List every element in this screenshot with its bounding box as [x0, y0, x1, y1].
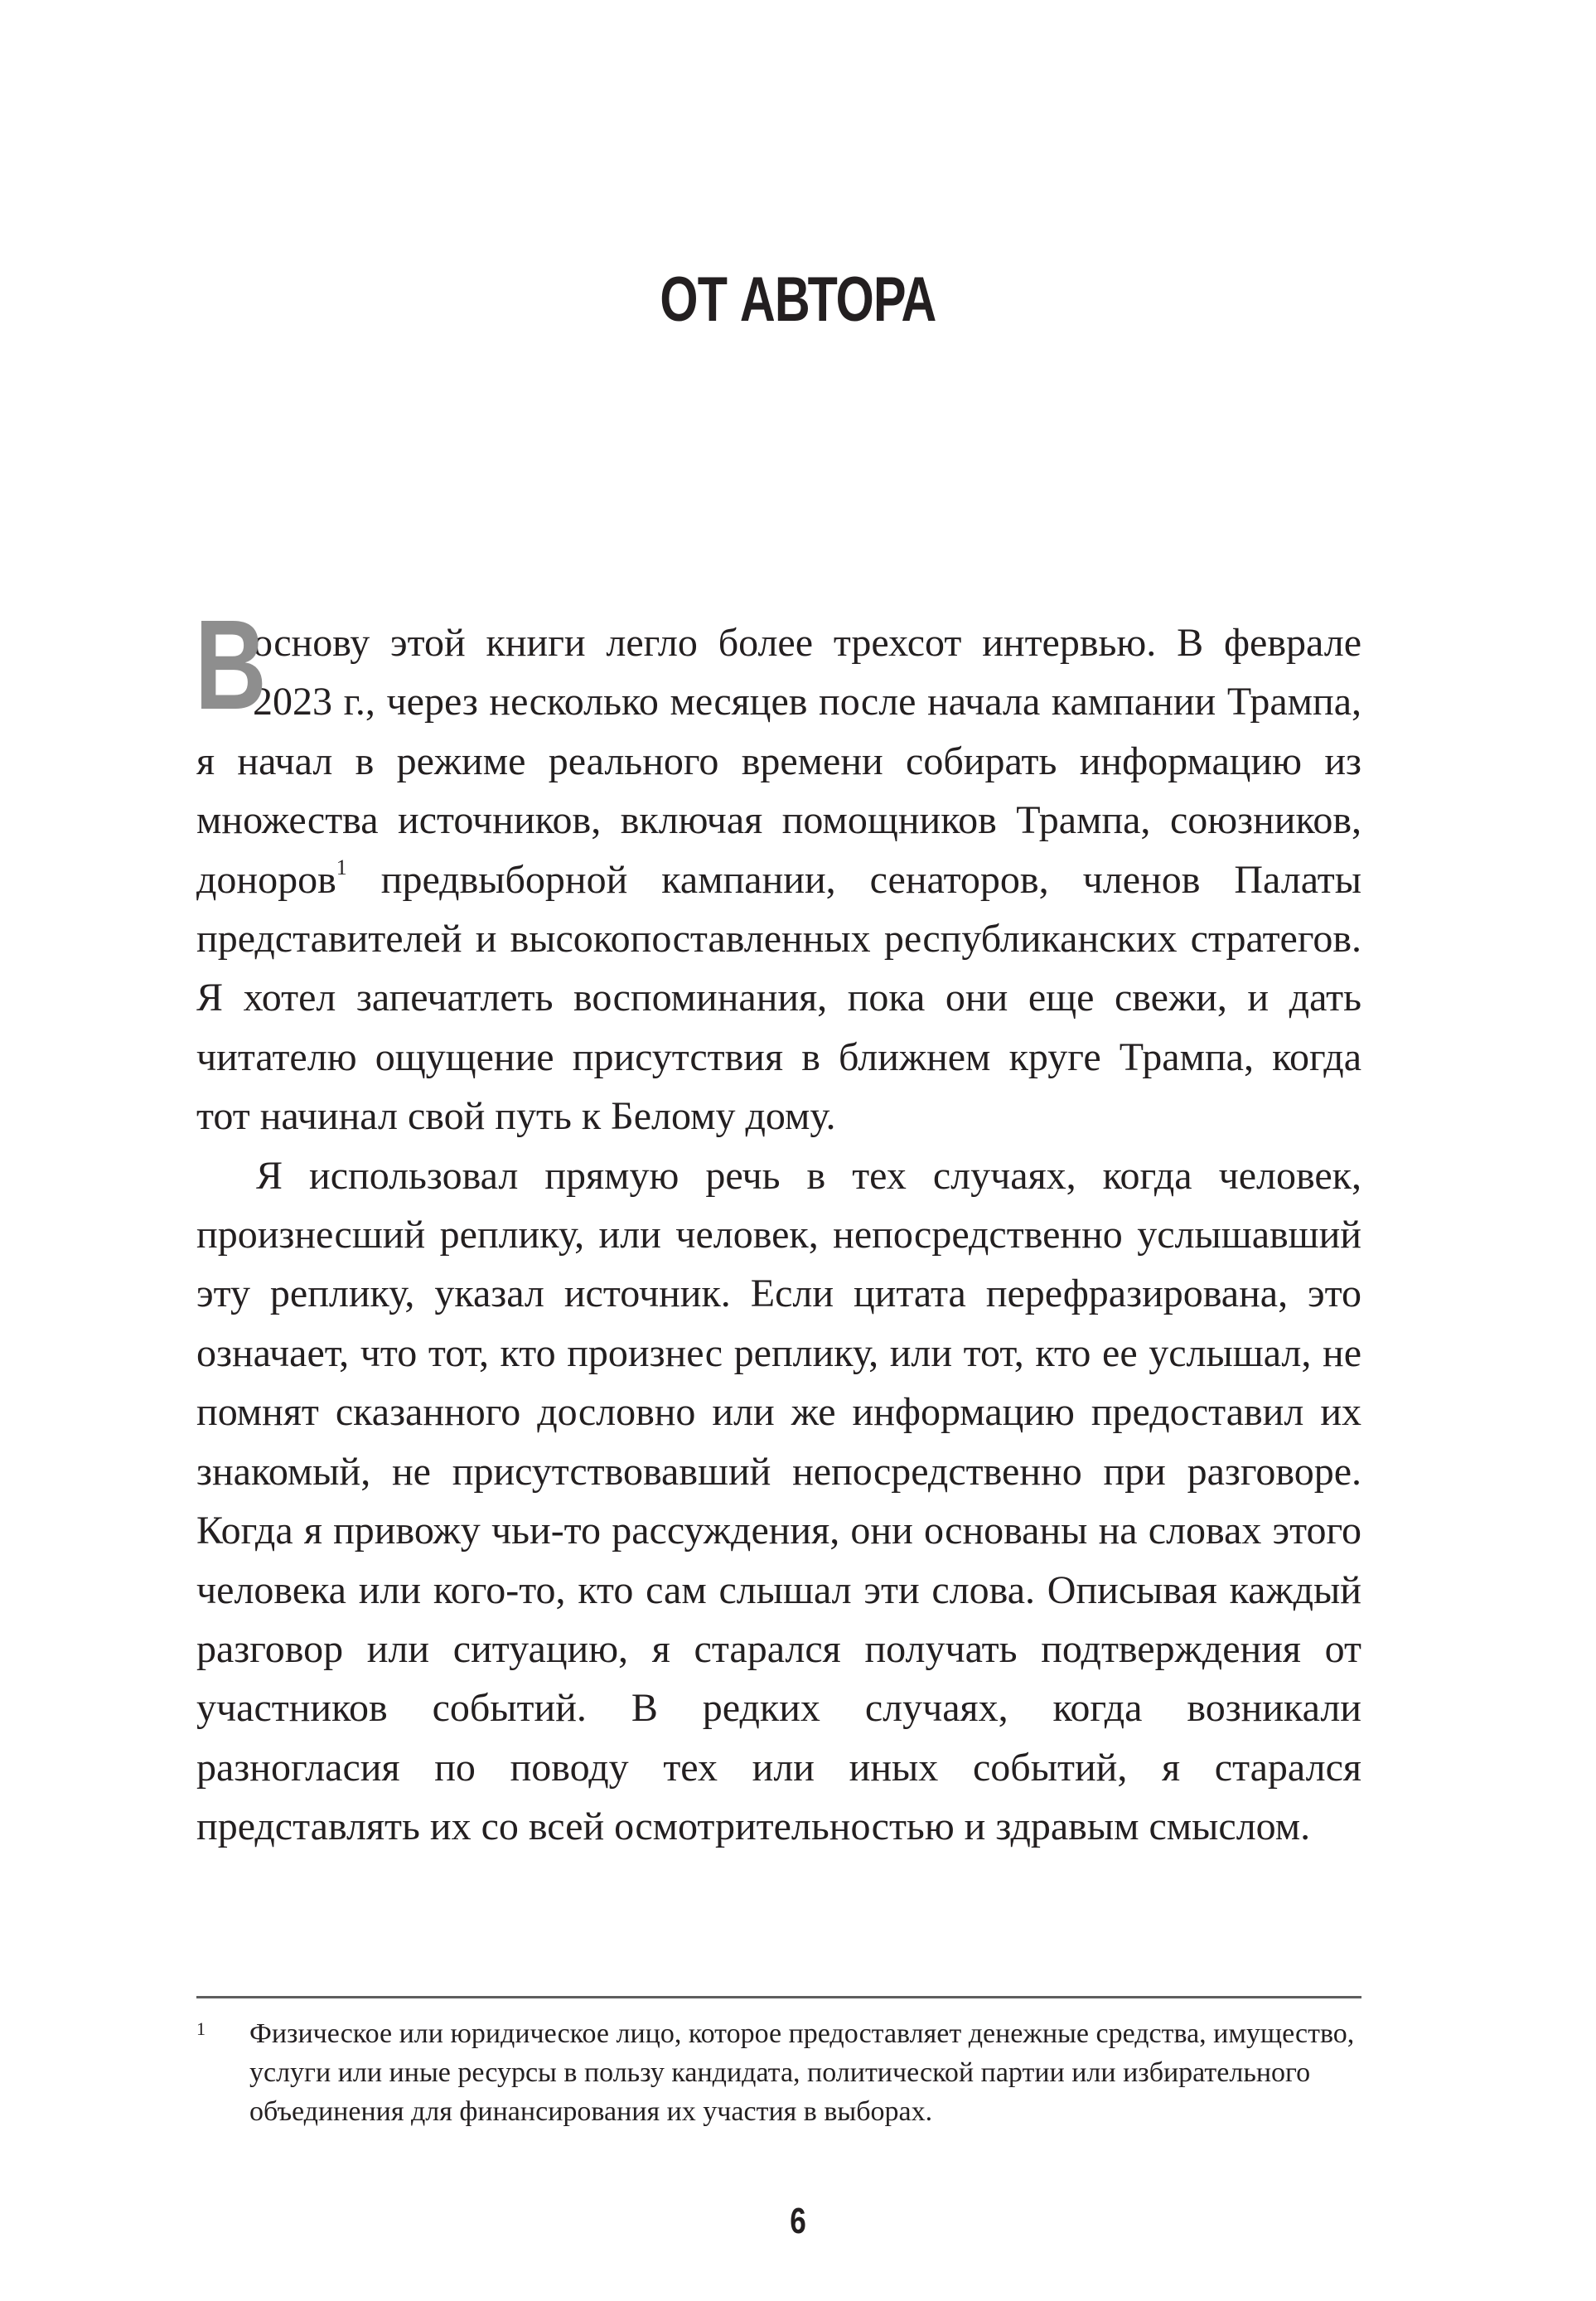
footnote-number: 1: [196, 2018, 206, 2039]
page-number: 6: [790, 2201, 806, 2241]
paragraph-1-text-a: основу этой книги легло более трехсот интервью. В феврале 2023 г., через несколько месяцев после начала кампании Трампа, я начал в режиме реального времени собирать информацию из множества источников, включая помощников Трампа, союзников, доноров: [196, 621, 1361, 902]
footnote: [196, 2014, 1361, 2131]
paragraph-1: [195, 593, 1361, 1146]
paragraph-1-text-b: предвыборной кампании, сенаторов, членов Палаты представителей и высокопоставленных республиканских стратегов. Я хотел запечатлеть воспоминания, пока они еще свежи, и дать читателю ощущение присутствия в ближнем круге Трампа, когда тот начинал свой путь к Белому дому.: [196, 857, 1361, 1139]
footnote-divider: [196, 1996, 1361, 1998]
body-text: [195, 593, 1361, 1857]
paragraph-2: Я использовал прямую речь в тех случаях, когда человек, произнесший реплику, или человек, непосредственно услышавший эту реплику, указал источник. Если цитата перефразирована, это означает, что тот, кто произнес реплику, или тот, кто ее услышал, не помнят сказанного дословно или же информацию предоставил их знакомый, не присутствовавший непосредственно при разговоре. Когда я привожу чьи-то рассуждения, они основаны на словах этого человека или кого-то, кто сам слышал эти слова. Описывая каждый разговор или ситуацию, я старался получать подтверждения от участников событий. В редких случаях, когда возникали разногласия по поводу тех или иных событий, я старался представлять их со всей осмотрительностью и здравым смыслом.: [196, 1153, 1361, 1849]
footnote-reference[interactable]: 1: [336, 855, 347, 879]
footnote-text: Физическое или юридическое лицо, которое предоставляет денежные средства, имущество, услуги или иные ресурсы в пользу кандидата, политической партии или избирательного объединения для финансирования их участия в выборах.: [249, 2018, 1355, 2127]
chapter-title: ОТ АВТОРА: [660, 264, 936, 335]
drop-cap: В: [195, 593, 267, 736]
